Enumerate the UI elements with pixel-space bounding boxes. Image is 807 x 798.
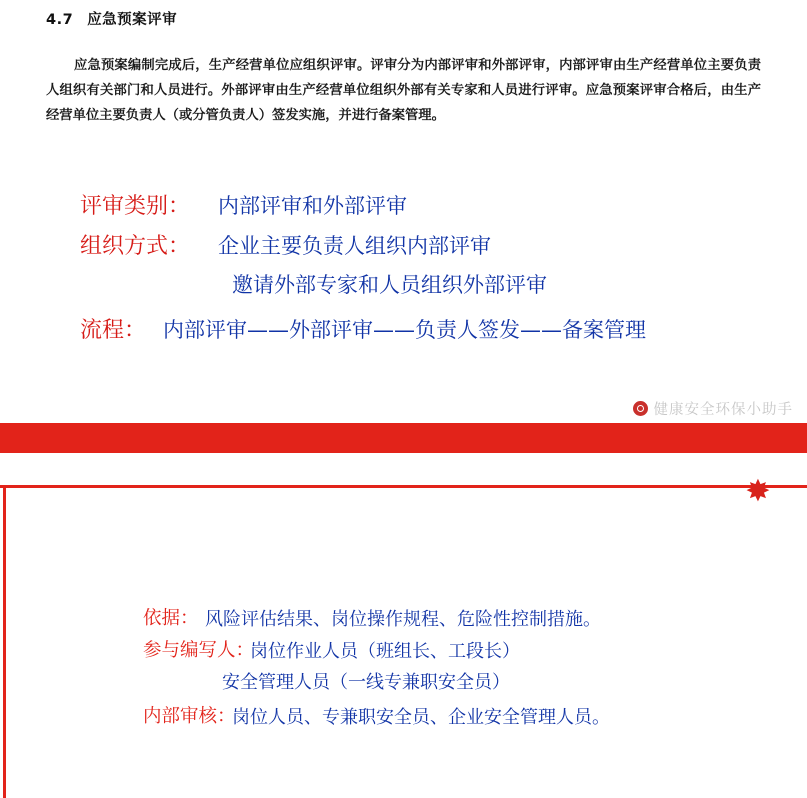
list-item: [0, 311, 807, 353]
item-value: 风险评估结果、岗位操作规程、危险性控制措施。: [205, 609, 601, 630]
star-glyph: ✸: [745, 477, 771, 508]
top-key-value-list: [0, 185, 807, 353]
item-value: 安全管理人员（一线专兼职安全员）: [222, 672, 510, 693]
list-item: [0, 668, 807, 701]
slide-gap: [0, 453, 807, 477]
item-label: 内部审核：: [143, 706, 236, 727]
list-item: [0, 602, 807, 635]
slide-top-rule: [0, 485, 807, 488]
body-paragraph: 应急预案编制完成后，生产经营单位应组织评审。评审分为内部评审和外部评审，内部评审由生产经营单位主要负责人组织有关部门和人员进行。外部评审由生产经营单位组织外部有关专家和人员进行评审。应急预案评审合格后，由生产经营单位主要负责人（或分管负责人）签发实施，并进行备案管理。: [46, 58, 761, 124]
list-item: [0, 227, 807, 269]
item-label: 流程：: [80, 318, 147, 343]
circle-badge-icon: [633, 401, 648, 416]
section-title: 应急预案评审: [87, 12, 178, 28]
item-value: 企业主要负责人组织内部评审: [218, 234, 491, 258]
item-label: 依据：: [143, 608, 199, 629]
list-item: [0, 185, 807, 227]
watermark-text: 健康安全环保小助手: [653, 402, 793, 418]
item-value: 邀请外部专家和人员组织外部评审: [232, 273, 547, 297]
red-star-logo-icon: [743, 477, 777, 511]
slide-bottom: [0, 477, 807, 798]
red-divider-bar: [0, 423, 807, 453]
bottom-key-value-list: [0, 602, 807, 734]
item-label: 参与编写人：: [143, 640, 255, 661]
item-label: 组织方式：: [80, 234, 191, 259]
item-value: 岗位人员、专兼职安全员、企业安全管理人员。: [232, 707, 610, 728]
list-item: [0, 701, 807, 734]
item-value: 内部评审——外部评审——负责人签发——备案管理: [163, 318, 646, 342]
section-number: 4.7: [46, 12, 74, 28]
item-value: 内部评审和外部评审: [218, 194, 407, 218]
list-item: [0, 635, 807, 668]
watermark: [633, 398, 794, 419]
item-value: 岗位作业人员（班组长、工段长）: [250, 641, 520, 662]
list-item: [0, 269, 807, 311]
item-label: 评审类别：: [80, 194, 191, 219]
section-heading: [46, 8, 177, 29]
